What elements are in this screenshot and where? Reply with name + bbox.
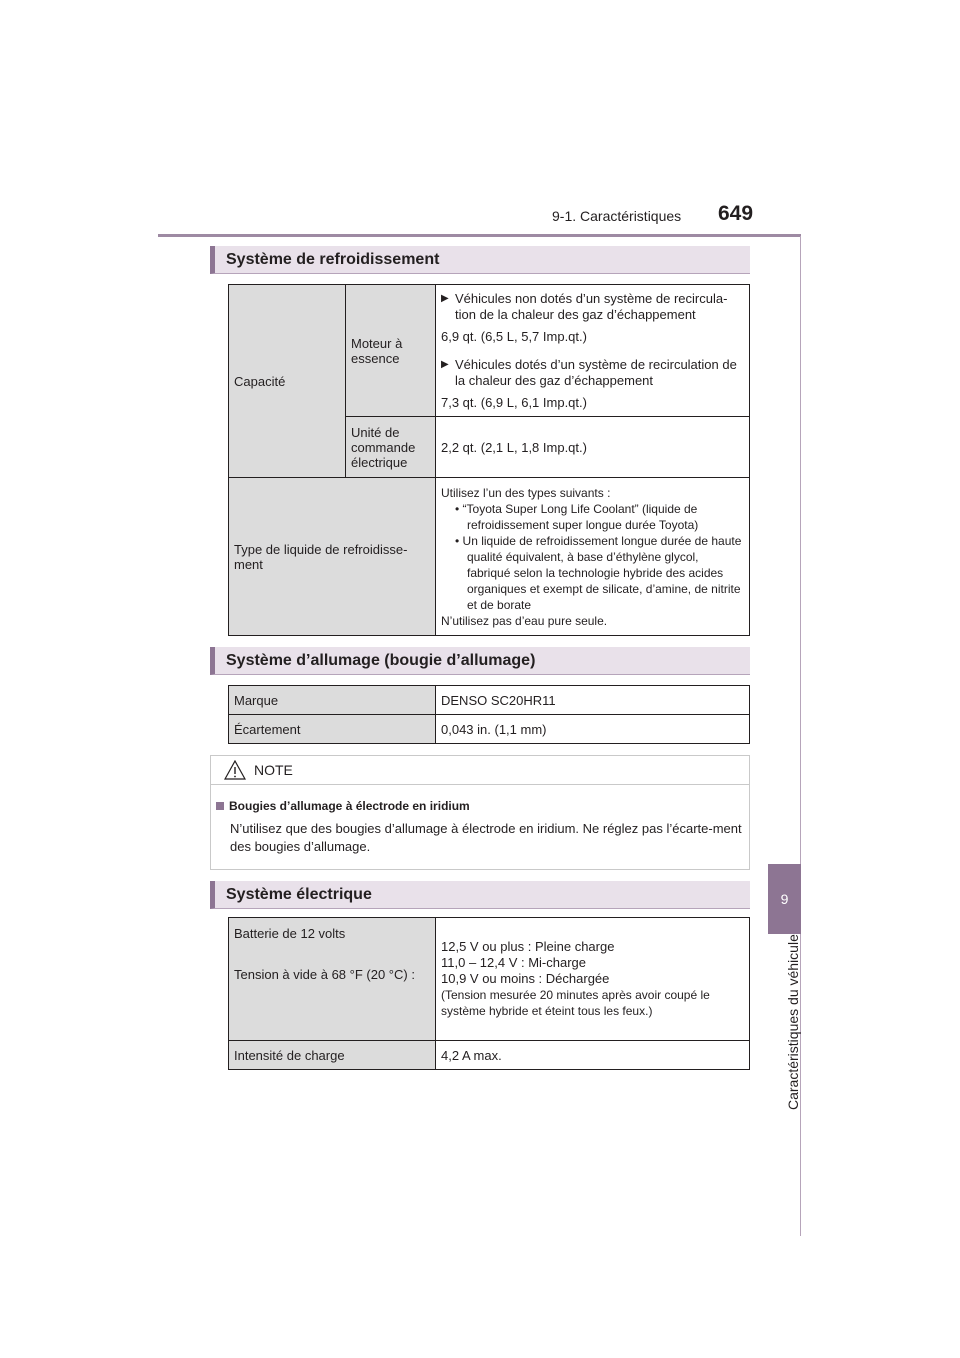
chapter-tab: 9	[768, 864, 801, 934]
arrow-right-icon: ▶	[441, 358, 449, 370]
charge-current-label: Intensité de charge	[229, 1041, 436, 1070]
recirc-value: 7,3 qt. (6,9 L, 6,1 Imp.qt.)	[441, 394, 587, 410]
engine-label: Moteur à essence	[346, 285, 436, 417]
coolant-intro: Utilisez l’un des types suivants :	[441, 485, 611, 500]
no-recirc-value: 6,9 qt. (6,5 L, 5,7 Imp.qt.)	[441, 328, 587, 344]
recirc-note: ▶ Véhicules dotés d’un système de recirculation de la chaleur des gaz d’échappement	[441, 356, 737, 388]
no-recirc-note: ▶ Véhicules non dotés d’un système de recircula-tion de la chaleur des gaz d’échappement	[441, 290, 728, 322]
ecu-value: 2,2 qt. (2,1 L, 1,8 Imp.qt.)	[436, 417, 750, 478]
battery-labels	[229, 918, 436, 1041]
ignition-table	[228, 685, 750, 744]
brand-value: DENSO SC20HR11	[436, 686, 750, 715]
chapter-label: Caractéristiques du véhicule	[785, 934, 801, 1110]
cooling-table	[228, 284, 750, 636]
coolant-warning: N’utilisez pas d’eau pure seule.	[441, 613, 608, 628]
gap-label: Écartement	[229, 715, 436, 744]
header-rule	[158, 234, 801, 237]
arrow-right-icon: ▶	[441, 292, 449, 304]
ecu-label: Unité de commande électrique	[346, 417, 436, 478]
page-number: 649	[718, 202, 754, 225]
voltage-low: 10,9 V ou moins : Déchargée	[441, 971, 610, 986]
note-title: Bougies d’allumage à électrode en iridium	[216, 799, 470, 813]
engine-values	[436, 285, 750, 417]
square-bullet-icon	[216, 802, 224, 810]
voltage-full: 12,5 V ou plus : Pleine charge	[441, 939, 615, 954]
running-header: 9-1. Caractéristiques	[552, 208, 682, 224]
electrical-table	[228, 917, 750, 1070]
voltage-half: 11,0 – 12,4 V : Mi-charge	[441, 955, 587, 970]
note-body: N’utilisez que des bougies d’allumage à électrode en iridium. Ne réglez pas l’écarte-ment des bougies d’allumage.	[230, 821, 742, 854]
coolant-type-values	[436, 478, 750, 636]
voltage-label: Tension à vide à 68 °F (20 °C) :	[234, 967, 415, 982]
coolant-bullet-2: • Un liquide de refroidissement longue durée de haute qualité équivalent, à base d’éthylène glycol, fabriqué selon la technologie hybride des acides organiques et exempt de silicate, d’amine, de nitrite et de borate	[455, 533, 742, 612]
section-title-cooling: Système de refroidissement	[210, 246, 750, 274]
warning-triangle-icon	[224, 760, 246, 780]
charge-current-value: 4,2 A max.	[436, 1041, 750, 1070]
coolant-bullet-1: • “Toyota Super Long Life Coolant” (liquide de refroidissement super longue durée Toyota)	[455, 501, 699, 532]
capacity-label: Capacité	[229, 285, 346, 478]
battery-values	[436, 918, 750, 1041]
brand-label: Marque	[229, 686, 436, 715]
coolant-type-label: Type de liquide de refroidisse-ment	[229, 478, 436, 636]
note-label: NOTE	[254, 762, 293, 778]
gap-value: 0,043 in. (1,1 mm)	[436, 715, 750, 744]
voltage-condition: (Tension mesurée 20 minutes après avoir coupé le système hybride et éteint tous les feux.)	[441, 988, 710, 1018]
section-title-electrical: Système électrique	[210, 881, 750, 909]
battery-label: Batterie de 12 volts	[234, 926, 346, 941]
section-title-ignition: Système d’allumage (bougie d’allumage)	[210, 647, 750, 675]
